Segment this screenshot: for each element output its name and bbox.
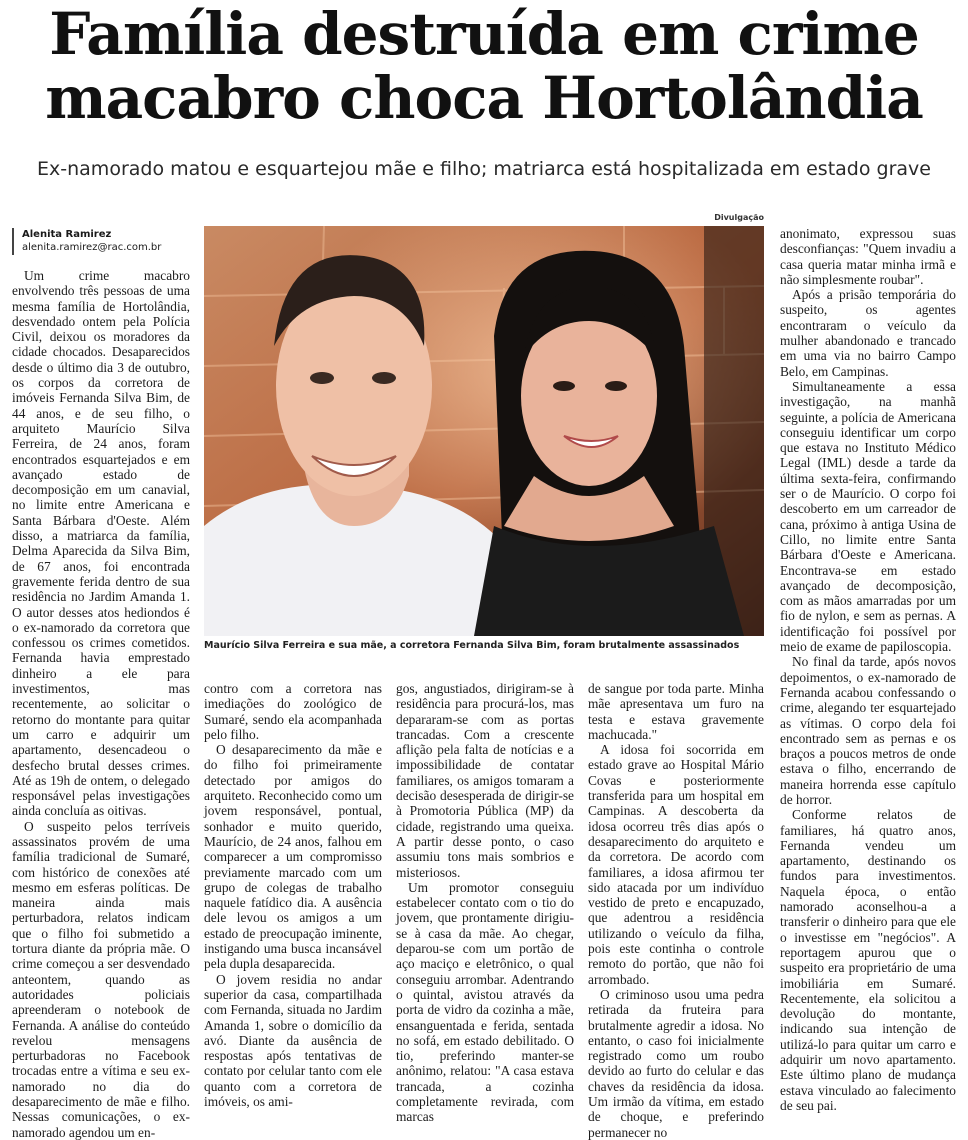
paragraph: O jovem residia no andar superior da casa, compartilhada com Fernanda, situada no Jardim Amanda 1, sobre o domicílio da avó. Diante da ausência de respostas após tentativas de contato por celular tanto com ele quanto com a corretora de imóveis, os ami- <box>204 971 382 1110</box>
paragraph: Um promotor conseguiu estabelecer contato com o tio do jovem, que prontamente dirigiu-se à casa da mãe. Ao chegar, deparou-se com um portão de aço maciço e eletrônico, o qual conseguiu arrombar. Adentrando o quintal, avistou através da porta de vidro da cozinha a mãe, ensanguentada e ferida, sentada no sofá, em estado debilitado. O tio, preferindo manter-se anônimo, relatou: "A casa estava trancada, a cozinha completamente revirada, com marcas <box>396 879 574 1125</box>
photo-credit: Divulgação <box>714 213 764 222</box>
article-photo <box>204 226 764 636</box>
paragraph: O desaparecimento da mãe e do filho foi primeiramente detectado por amigos do arquiteto. Reconhecido como um jovem responsável, pontual, sonhador e muito querido, Maurício, de 24 anos, falhou em comparecer a um compromisso previamente marcado com um grupo de colegas de trabalho naquele fatídico dia. A ausência dele levou os amigos a um estado de preocupação iminente, instigando uma busca incansável pela dupla desaparecida. <box>204 742 382 972</box>
article-column-4 <box>588 681 764 1140</box>
paragraph: anonimato, expressou suas desconfianças: "Quem invadiu a casa queria matar minha irmã e não simplesmente roubar". <box>780 226 956 287</box>
paragraph: Conforme relatos de familiares, há quatro anos, Fernanda vendeu um apartamento, destinando os fundos para investimentos. Naquela época, o então namorado aconselhou-a a transferir o dinheiro para que ele o investisse em "negócios". A reportagem apurou que o suspeito era proprietário de uma imobiliária em Sumaré. Recentemente, ela solicitou a devolução do montante, indicando sua intenção de utilizá-lo para quitar um carro e adquirir um novo apartamento. Este último plano de mudança estava vinculado ao falecimento de seu pai. <box>780 807 956 1113</box>
article-column-1 <box>12 268 190 1140</box>
paragraph: contro com a corretora nas imediações do zoológico de Sumaré, sendo ela acompanhada pelo filho. <box>204 681 382 742</box>
paragraph: A idosa foi socorrida em estado grave ao Hospital Mário Covas e posteriormente transferida para um hospital em Campinas. A descoberta da idosa ocorreu três dias após o desaparecimento do arquiteto e da corretora. De acordo com familiares, a idosa afirmou ter sido atacada por um indivíduo vestido de preto e encapuzado, que adentrou a residência utilizando o veículo da filha, pois este continha o controle remoto do portão, que não foi arrombado. <box>588 742 764 987</box>
article-column-3 <box>396 681 574 1125</box>
headline: Família destruída em crime macabro choca Hortolândia <box>45 0 923 132</box>
paragraph: Após a prisão temporária do suspeito, os agentes encontraram o veículo da mulher abandonado e trancado em uma via no bairro Campo Belo, em Campinas. <box>780 287 956 379</box>
paragraph: gos, angustiados, dirigiram-se à residência para procurá-los, mas depararam-se com as portas trancadas. Com a crescente aflição pela falta de notícias e a impossibilidade de contatar familiares, os amigos tomaram a decisão desesperada de dirigir-se à Promotoria Pública (MP) da cidade, registrando uma queixa. A partir desse ponto, o caso assumiu tons mais sombrios e misteriosos. <box>396 681 574 880</box>
article-column-2 <box>204 681 382 1118</box>
paragraph: O criminoso usou uma pedra retirada da fruteira para brutalmente agredir a idosa. No entanto, o caso foi inicialmente registrado como um roubo devido ao furto do celular e das chaves da residência da idosa. Um irmão da vítima, em estado de choque, e preferindo permanecer no <box>588 986 764 1140</box>
paragraph: Simultaneamente a essa investigação, na manhã seguinte, a polícia de Americana conseguiu identificar um corpo que estava no Instituto Médico Legal (IML) desde a tarde da última sexta-feira, confirmando ser o de Maurício. O corpo foi descoberto em um carreador de cana, próximo à antiga Usina de Cillo, no limite entre Santa Bárbara d'Oeste e Americana. Encontrava-se em estado avançado de decomposição, com as mãos amarradas por um fio de nylon, e sem as pernas. A identificação foi possível por meio de exame de papiloscopia. <box>780 378 956 655</box>
paragraph: O suspeito pelos terríveis assassinatos provém de uma família tradicional de Sumaré, com histórico de conexões até mesmo em esferas políticas. De maneira ainda mais perturbadora, relatos indicam que o filho foi submetido a tortura diante da própria mãe. O crime começou a ser desvendado anteontem, quando as autoridades policiais apreenderam o notebook de Fernanda. A análise do conteúdo revelou mensagens perturbadoras no Facebook trocadas entre a vítima e seu ex-namorado no dia do desaparecimento de mãe e filho. Nessas comunicações, o ex-namorado agendou um en- <box>12 818 190 1140</box>
paragraph: No final da tarde, após novos depoimentos, o ex-namorado de Fernanda acabou confessando o crime, alegando ter esquartejado as vítimas. O corpo dela foi encontrado sem as pernas e os braços a poucos metros de onde estava o filho, encerrando de maneira horrenda esse capítulo de horror. <box>780 654 956 807</box>
photo-caption: Maurício Silva Ferreira e sua mãe, a corretora Fernanda Silva Bim, foram brutalmente assassinados <box>204 640 740 651</box>
photo-illustration <box>204 226 764 636</box>
author-name: Alenita Ramirez <box>22 229 112 240</box>
paragraph: de sangue por toda parte. Minha mãe apresentava um furo na testa e estava gravemente machucada." <box>588 681 764 742</box>
article-column-5 <box>780 226 956 1118</box>
author-email: alenita.ramirez@rac.com.br <box>22 242 162 253</box>
byline <box>12 228 161 255</box>
subheadline: Ex-namorado matou e esquartejou mãe e filho; matriarca está hospitalizada em estado grave <box>37 158 931 180</box>
paragraph: Um crime macabro envolvendo três pessoas de uma mesma família de Hortolândia, desvendado ontem pela Polícia Civil, deixou os moradores da cidade chocados. Desaparecidos desde o último dia 3 de outubro, os corpos da corretora de imóveis Fernanda Silva Bim, de 44 anos, e de seu filho, o arquiteto Maurício Silva Ferreira, de 24 anos, foram encontrados esquartejados e em avançado estado de decomposição em um canavial, no limite entre Americana e Santa Bárbara d'Oeste. Além disso, a matriarca da família, Delma Aparecida da Silva Bim, de 67 anos, foi encontrada gravemente ferida dentro de sua residência no Jardim Amanda 1. O autor desses atos hediondos é o ex-namorado da corretora que confessou os crimes cometidos. Fernanda havia emprestado dinheiro a ele para investimentos, mas recentemente, ao solicitar o retorno do montante para quitar um carro e adquirir um apartamento, desencadeou o desfecho brutal desses crimes. Até as 19h de ontem, o delegado responsável pelas investigações ainda concluía as oitivas. <box>12 268 190 819</box>
